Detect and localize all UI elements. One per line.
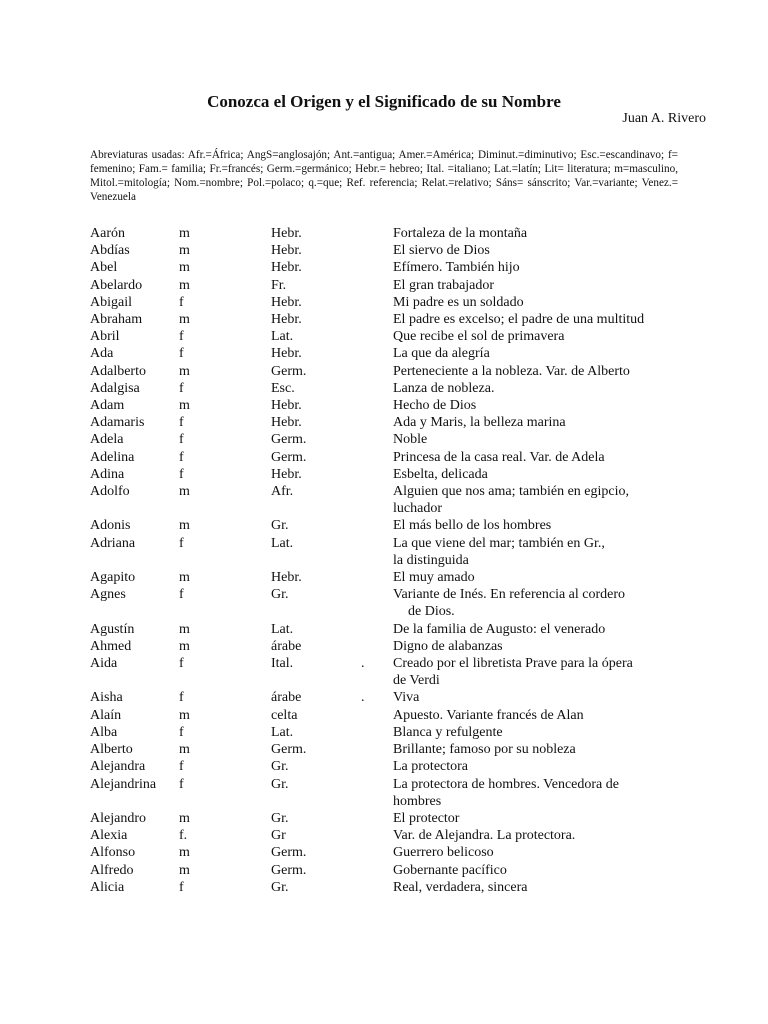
meaning-text: Gobernante pacífico	[393, 862, 507, 878]
meaning-cell	[393, 345, 690, 362]
name-cell: Adam	[90, 398, 125, 414]
meaning-cell	[393, 844, 690, 861]
origin-cell: Germ.	[271, 363, 307, 379]
name-row	[90, 741, 690, 758]
name-row	[90, 517, 690, 534]
meaning-text: El protector	[393, 810, 460, 826]
name-row	[90, 242, 690, 259]
origin-cell: Germ.	[271, 862, 307, 878]
author-name: Juan A. Rivero	[622, 111, 706, 126]
origin-cell: Lat.	[271, 724, 294, 740]
gender-cell: f	[179, 724, 184, 740]
name-cell: Abraham	[90, 312, 143, 328]
name-cell: Abelardo	[90, 277, 143, 293]
gender-cell: m	[179, 518, 190, 534]
origin-cell: Hebr.	[271, 294, 302, 310]
origin-cell: Hebr.	[271, 243, 302, 259]
origin-cell: Hebr.	[271, 466, 302, 482]
origin-cell: Gr.	[271, 776, 289, 792]
meaning-cell	[393, 638, 690, 655]
gender-cell: m	[179, 277, 190, 293]
meaning-continuation: luchador	[393, 501, 442, 517]
name-row	[90, 363, 690, 380]
origin-cell: Gr.	[271, 518, 289, 534]
name-cell: Adalgisa	[90, 380, 140, 396]
name-cell: Abel	[90, 260, 118, 276]
origin-cell: Gr.	[271, 587, 289, 603]
name-row	[90, 776, 690, 810]
meaning-text: Real, verdadera, sincera	[393, 879, 528, 895]
meaning-cell	[393, 689, 690, 706]
name-cell: Alfonso	[90, 845, 136, 861]
meaning-text: Var. de Alejandra. La protectora.	[393, 828, 576, 844]
meaning-text: La protectora	[393, 759, 469, 775]
meaning-text: Variante de Inés. En referencia al cordero	[393, 587, 626, 603]
origin-cell: árabe	[271, 638, 302, 654]
name-row	[90, 707, 690, 724]
meaning-text: Creado por el libretista Prave para la ópera	[393, 656, 633, 672]
name-cell: Alfredo	[90, 862, 134, 878]
gender-cell: m	[179, 226, 190, 241]
origin-cell: Hebr.	[271, 570, 302, 586]
gender-cell: m	[179, 810, 190, 826]
meaning-text: El padre es excelso; el padre de una multitud	[393, 312, 645, 328]
meaning-cell	[393, 225, 690, 242]
name-cell: Alba	[90, 724, 118, 740]
gender-cell: f	[179, 346, 184, 362]
gender-cell: f.	[179, 828, 188, 844]
name-cell: Alberto	[90, 742, 133, 758]
origin-cell: celta	[271, 707, 298, 723]
meaning-cell	[393, 569, 690, 586]
meaning-text: Efímero. También hijo	[393, 260, 520, 276]
meaning-cell	[393, 862, 690, 879]
name-row	[90, 397, 690, 414]
meaning-cell	[393, 879, 690, 896]
origin-cell: Lat.	[271, 535, 294, 551]
meaning-cell	[393, 380, 690, 397]
meaning-cell	[393, 449, 690, 466]
name-cell: Adalberto	[90, 363, 146, 379]
meaning-text: Digno de alabanzas	[393, 638, 503, 654]
meaning-cell	[393, 810, 690, 827]
origin-cell: Germ.	[271, 845, 307, 861]
origin-cell: Hebr.	[271, 226, 302, 241]
gender-cell: m	[179, 638, 190, 654]
meaning-cell	[393, 483, 690, 517]
name-cell: Ada	[90, 346, 114, 362]
meaning-cell	[393, 294, 690, 311]
name-cell: Adolfo	[90, 484, 130, 500]
origin-cell: Germ.	[271, 449, 307, 465]
name-cell: Agustín	[90, 621, 135, 637]
name-cell: Aida	[90, 656, 118, 672]
name-cell: Alaín	[90, 707, 122, 723]
name-cell: Ahmed	[90, 638, 132, 654]
origin-cell: Gr.	[271, 810, 289, 826]
gender-cell: f	[179, 294, 184, 310]
gender-cell: m	[179, 845, 190, 861]
meaning-continuation: de Dios.	[408, 604, 455, 620]
meaning-cell	[393, 741, 690, 758]
meaning-text: La que viene del mar; también en Gr.,	[393, 535, 605, 551]
meaning-text: El muy amado	[393, 570, 475, 586]
origin-cell: Germ.	[271, 742, 307, 758]
meaning-text: Ada y Maris, la belleza marina	[393, 415, 566, 431]
meaning-cell	[393, 586, 690, 620]
meaning-text: La que da alegría	[393, 346, 490, 362]
meaning-text: Brillante; famoso por su nobleza	[393, 742, 576, 758]
name-row	[90, 535, 690, 569]
dot-cell: .	[361, 690, 365, 706]
name-row	[90, 294, 690, 311]
gender-cell: f	[179, 466, 184, 482]
name-cell: Abdías	[90, 243, 130, 259]
origin-cell: Hebr.	[271, 312, 302, 328]
origin-cell: Ital.	[271, 656, 294, 672]
name-cell: Alexia	[90, 828, 128, 844]
name-row	[90, 724, 690, 741]
name-cell: Adela	[90, 432, 124, 448]
meaning-text: Blanca y refulgente	[393, 724, 503, 740]
gender-cell: m	[179, 363, 190, 379]
name-row	[90, 277, 690, 294]
name-cell: Adina	[90, 466, 125, 482]
name-row	[90, 431, 690, 448]
name-row	[90, 586, 690, 620]
meaning-cell	[393, 311, 690, 328]
gender-cell: f	[179, 587, 184, 603]
meaning-cell	[393, 431, 690, 448]
name-cell: Abril	[90, 329, 120, 345]
meaning-text: El más bello de los hombres	[393, 518, 552, 534]
name-cell: Alejandro	[90, 810, 146, 826]
name-row	[90, 449, 690, 466]
gender-cell: f	[179, 879, 184, 895]
origin-cell: Lat.	[271, 621, 294, 637]
meaning-cell	[393, 363, 690, 380]
gender-cell: f	[179, 656, 184, 672]
meaning-text: El siervo de Dios	[393, 243, 490, 259]
name-row	[90, 862, 690, 879]
name-cell: Alejandra	[90, 759, 146, 775]
name-cell: Abigail	[90, 294, 132, 310]
meaning-cell	[393, 414, 690, 431]
meaning-cell	[393, 724, 690, 741]
name-row	[90, 466, 690, 483]
name-row	[90, 328, 690, 345]
name-row	[90, 414, 690, 431]
origin-cell: árabe	[271, 690, 302, 706]
origin-cell: Hebr.	[271, 260, 302, 276]
meaning-continuation: hombres	[393, 793, 442, 809]
meaning-cell	[393, 466, 690, 483]
meaning-text: Viva	[393, 690, 420, 706]
name-row	[90, 655, 690, 689]
name-row	[90, 844, 690, 861]
meaning-text: Mi padre es un soldado	[393, 294, 524, 310]
meaning-cell	[393, 397, 690, 414]
meaning-text: Esbelta, delicada	[393, 466, 488, 482]
gender-cell: m	[179, 570, 190, 586]
meaning-text: Guerrero belicoso	[393, 845, 494, 861]
meaning-text: Princesa de la casa real. Var. de Adela	[393, 449, 605, 465]
gender-cell: m	[179, 260, 190, 276]
name-row	[90, 311, 690, 328]
origin-cell: Hebr.	[271, 415, 302, 431]
names-list	[90, 225, 690, 896]
gender-cell: f	[179, 329, 184, 345]
meaning-text: El gran trabajador	[393, 277, 495, 293]
abbreviations-paragraph: Abreviaturas usadas: Afr.=África; AngS=anglosajón; Ant.=antigua; Amer.=América; Diminut.=diminutivo; Esc.=escandinavo; f= femenino; Fam.= familia; Fr.=francés; Germ.=germánico; Hebr.= hebreo; Ital. =italiano; Lat.=latín; Lit= literatura; m=masculino, Mitol.=mitología; Nom.=nombre; Pol.=polaco; q.=que; Ref. referencia; Relat.=relativo; Sáns= sánscrito; Var.=variante; Venez.= Venezuela	[90, 149, 678, 203]
origin-cell: Hebr.	[271, 398, 302, 414]
gender-cell: f	[179, 415, 184, 431]
meaning-text: De la familia de Augusto: el venerado	[393, 621, 606, 637]
gender-cell: f	[179, 449, 184, 465]
meaning-text: Apuesto. Variante francés de Alan	[393, 707, 584, 723]
meaning-text: Que recibe el sol de primavera	[393, 329, 565, 345]
meaning-cell	[393, 259, 690, 276]
origin-cell: Gr	[271, 828, 286, 844]
gender-cell: f	[179, 535, 184, 551]
gender-cell: m	[179, 398, 190, 414]
name-row	[90, 259, 690, 276]
name-cell: Alejandrina	[90, 776, 157, 792]
meaning-cell	[393, 621, 690, 638]
origin-cell: Esc.	[271, 380, 295, 396]
gender-cell: m	[179, 707, 190, 723]
origin-cell: Hebr.	[271, 346, 302, 362]
origin-cell: Gr.	[271, 879, 289, 895]
meaning-text: Hecho de Dios	[393, 398, 477, 414]
meaning-cell	[393, 758, 690, 775]
page-title: Conozca el Origen y el Significado de su Nombre	[207, 92, 561, 111]
name-row	[90, 879, 690, 896]
name-row	[90, 345, 690, 362]
meaning-text: Noble	[393, 432, 428, 448]
meaning-text: Fortaleza de la montaña	[393, 226, 528, 241]
name-row	[90, 689, 690, 706]
origin-cell: Germ.	[271, 432, 307, 448]
gender-cell: m	[179, 484, 190, 500]
name-cell: Adelina	[90, 449, 135, 465]
dot-cell: .	[361, 656, 365, 672]
name-row	[90, 483, 690, 517]
name-row	[90, 758, 690, 775]
meaning-text: Lanza de nobleza.	[393, 380, 495, 396]
meaning-cell	[393, 517, 690, 534]
meaning-cell	[393, 707, 690, 724]
name-cell: Adonis	[90, 518, 131, 534]
name-cell: Adamaris	[90, 415, 145, 431]
meaning-cell	[393, 776, 690, 810]
name-row	[90, 569, 690, 586]
meaning-cell	[393, 827, 690, 844]
name-row	[90, 621, 690, 638]
gender-cell: f	[179, 380, 184, 396]
gender-cell: f	[179, 432, 184, 448]
gender-cell: m	[179, 243, 190, 259]
origin-cell: Afr.	[271, 484, 294, 500]
gender-cell: f	[179, 759, 184, 775]
meaning-cell	[393, 242, 690, 259]
name-row	[90, 827, 690, 844]
meaning-text: La protectora de hombres. Vencedora de	[393, 776, 619, 792]
name-row	[90, 225, 690, 242]
meaning-cell	[393, 535, 690, 569]
meaning-cell	[393, 328, 690, 345]
gender-cell: m	[179, 742, 190, 758]
origin-cell: Fr.	[271, 277, 287, 293]
gender-cell: f	[179, 690, 184, 706]
name-cell: Aisha	[90, 690, 123, 706]
gender-cell: f	[179, 776, 184, 792]
name-cell: Alicia	[90, 879, 125, 895]
gender-cell: m	[179, 621, 190, 637]
meaning-text: Alguien que nos ama; también en egipcio,	[393, 484, 629, 500]
name-row	[90, 810, 690, 827]
name-cell: Agnes	[90, 587, 126, 603]
name-cell: Aarón	[90, 226, 125, 241]
name-row	[90, 380, 690, 397]
gender-cell: m	[179, 312, 190, 328]
meaning-cell	[393, 655, 690, 689]
meaning-text: Perteneciente a la nobleza. Var. de Alberto	[393, 363, 630, 379]
name-row	[90, 638, 690, 655]
meaning-cell	[393, 277, 690, 294]
name-cell: Agapito	[90, 570, 136, 586]
meaning-continuation: de Verdi	[393, 673, 440, 689]
gender-cell: m	[179, 862, 190, 878]
origin-cell: Lat.	[271, 329, 294, 345]
meaning-continuation: la distinguida	[393, 552, 469, 568]
origin-cell: Gr.	[271, 759, 289, 775]
name-cell: Adriana	[90, 535, 136, 551]
